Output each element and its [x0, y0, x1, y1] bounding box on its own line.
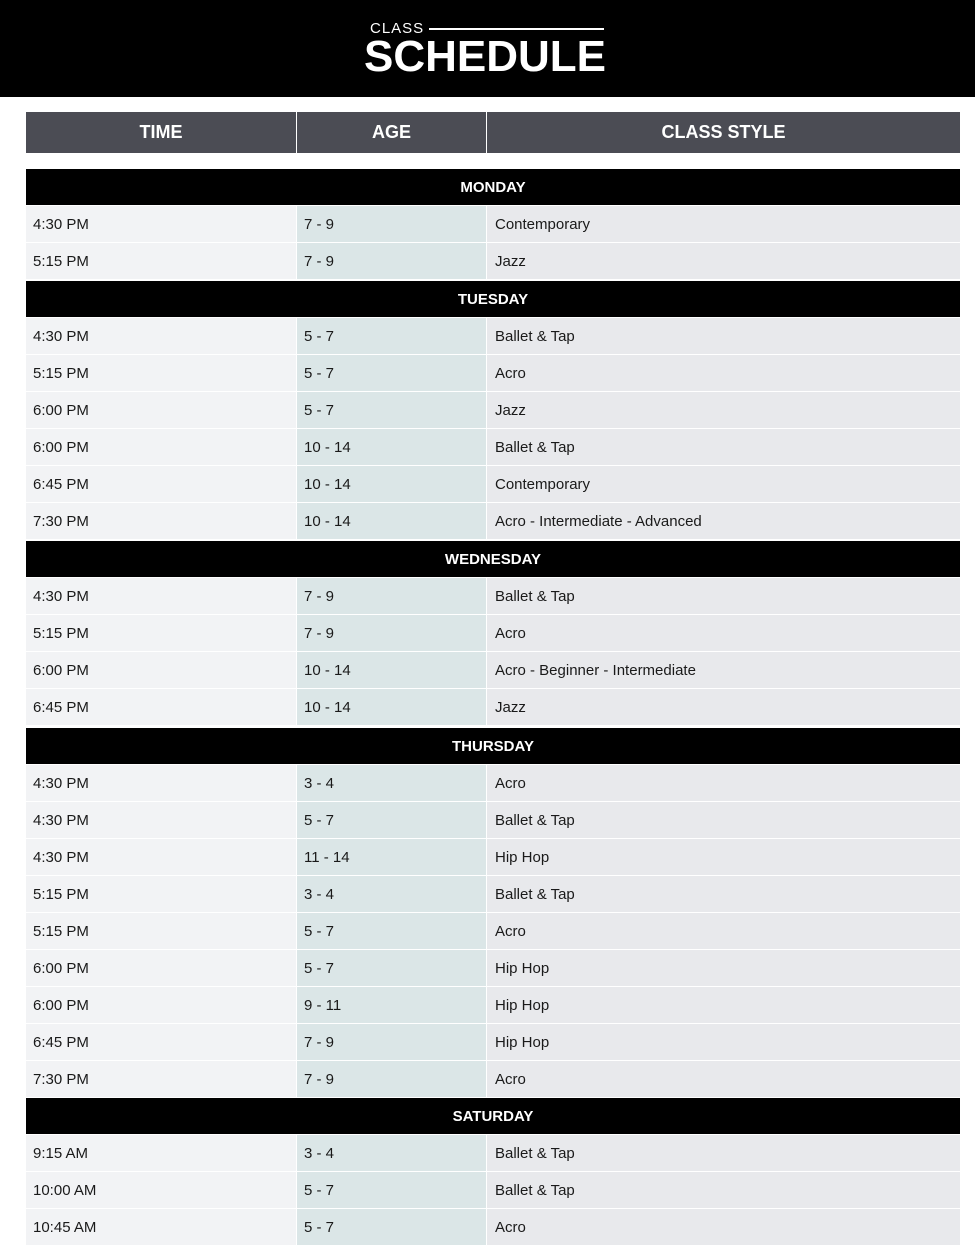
- class-style-cell: Acro: [487, 615, 960, 651]
- time-cell: 5:15 PM: [26, 243, 296, 279]
- table-row: [26, 913, 960, 949]
- table-row: [26, 503, 960, 539]
- age-cell: 7 - 9: [297, 578, 486, 614]
- table-row: [26, 1209, 960, 1245]
- class-style-cell: Jazz: [487, 392, 960, 428]
- age-cell: 10 - 14: [297, 689, 486, 725]
- class-style-cell: Ballet & Tap: [487, 876, 960, 912]
- table-row: [26, 1172, 960, 1208]
- time-cell: 7:30 PM: [26, 503, 296, 539]
- age-cell: 3 - 4: [297, 1135, 486, 1171]
- class-style-cell: Ballet & Tap: [487, 1172, 960, 1208]
- time-cell: 4:30 PM: [26, 765, 296, 801]
- schedule-heading: SCHEDULE: [364, 32, 607, 81]
- age-cell: 5 - 7: [297, 318, 486, 354]
- time-cell: 5:15 PM: [26, 913, 296, 949]
- class-style-cell: Acro: [487, 765, 960, 801]
- time-cell: 6:45 PM: [26, 466, 296, 502]
- age-cell: 5 - 7: [297, 1209, 486, 1245]
- class-style-cell: Ballet & Tap: [487, 318, 960, 354]
- time-cell: 4:30 PM: [26, 318, 296, 354]
- class-style-cell: Ballet & Tap: [487, 1135, 960, 1171]
- time-cell: 5:15 PM: [26, 355, 296, 391]
- header-banner: [0, 0, 975, 97]
- age-cell: 10 - 14: [297, 652, 486, 688]
- class-style-cell: Contemporary: [487, 466, 960, 502]
- class-style-cell: Acro: [487, 1209, 960, 1245]
- age-cell: 7 - 9: [297, 243, 486, 279]
- table-row: [26, 466, 960, 502]
- table-row: [26, 318, 960, 354]
- table-row: [26, 689, 960, 725]
- class-style-cell: Contemporary: [487, 206, 960, 242]
- age-cell: 5 - 7: [297, 1172, 486, 1208]
- class-style-cell: Acro: [487, 913, 960, 949]
- time-cell: 6:00 PM: [26, 652, 296, 688]
- age-cell: 11 - 14: [297, 839, 486, 875]
- time-cell: 10:00 AM: [26, 1172, 296, 1208]
- age-cell: 3 - 4: [297, 876, 486, 912]
- table-row: [26, 802, 960, 838]
- table-row: [26, 1135, 960, 1171]
- class-style-cell: Acro: [487, 355, 960, 391]
- time-cell: 6:45 PM: [26, 1024, 296, 1060]
- age-cell: 10 - 14: [297, 429, 486, 465]
- title-divider: [429, 28, 604, 30]
- age-cell: 5 - 7: [297, 913, 486, 949]
- table-row: [26, 839, 960, 875]
- table-row: [26, 876, 960, 912]
- age-cell: 7 - 9: [297, 206, 486, 242]
- column-header-age: AGE: [297, 112, 486, 153]
- time-cell: 10:45 AM: [26, 1209, 296, 1245]
- class-style-cell: Jazz: [487, 689, 960, 725]
- age-cell: 10 - 14: [297, 466, 486, 502]
- age-cell: 10 - 14: [297, 503, 486, 539]
- time-cell: 6:00 PM: [26, 429, 296, 465]
- table-row: [26, 206, 960, 242]
- age-cell: 7 - 9: [297, 1061, 486, 1097]
- time-cell: 7:30 PM: [26, 1061, 296, 1097]
- age-cell: 5 - 7: [297, 355, 486, 391]
- class-style-cell: Acro - Beginner - Intermediate: [487, 652, 960, 688]
- table-row: [26, 615, 960, 651]
- class-style-cell: Hip Hop: [487, 839, 960, 875]
- time-cell: 6:00 PM: [26, 950, 296, 986]
- time-cell: 9:15 AM: [26, 1135, 296, 1171]
- class-style-cell: Acro - Intermediate - Advanced: [487, 503, 960, 539]
- day-header-saturday: SATURDAY: [26, 1098, 960, 1134]
- column-header-time: TIME: [26, 112, 296, 153]
- table-row: [26, 1061, 960, 1097]
- time-cell: 5:15 PM: [26, 876, 296, 912]
- table-row: [26, 950, 960, 986]
- time-cell: 4:30 PM: [26, 578, 296, 614]
- table-row: [26, 652, 960, 688]
- table-row: [26, 578, 960, 614]
- age-cell: 7 - 9: [297, 615, 486, 651]
- day-header-tuesday: TUESDAY: [26, 281, 960, 317]
- page-title: [364, 18, 614, 80]
- day-header-wednesday: WEDNESDAY: [26, 541, 960, 577]
- table-row: [26, 1024, 960, 1060]
- time-cell: 6:45 PM: [26, 689, 296, 725]
- time-cell: 4:30 PM: [26, 802, 296, 838]
- age-cell: 7 - 9: [297, 1024, 486, 1060]
- table-row: [26, 392, 960, 428]
- time-cell: 6:00 PM: [26, 392, 296, 428]
- table-row: [26, 243, 960, 279]
- table-row: [26, 765, 960, 801]
- class-style-cell: Hip Hop: [487, 950, 960, 986]
- class-style-cell: Ballet & Tap: [487, 578, 960, 614]
- class-style-cell: Hip Hop: [487, 987, 960, 1023]
- time-cell: 5:15 PM: [26, 615, 296, 651]
- class-style-cell: Jazz: [487, 243, 960, 279]
- class-style-cell: Ballet & Tap: [487, 802, 960, 838]
- class-label: CLASS: [370, 20, 425, 37]
- age-cell: 5 - 7: [297, 802, 486, 838]
- class-style-cell: Hip Hop: [487, 1024, 960, 1060]
- table-row: [26, 355, 960, 391]
- class-style-cell: Acro: [487, 1061, 960, 1097]
- table-row: [26, 987, 960, 1023]
- time-cell: 6:00 PM: [26, 987, 296, 1023]
- day-header-thursday: THURSDAY: [26, 728, 960, 764]
- age-cell: 5 - 7: [297, 392, 486, 428]
- time-cell: 4:30 PM: [26, 839, 296, 875]
- time-cell: 4:30 PM: [26, 206, 296, 242]
- age-cell: 3 - 4: [297, 765, 486, 801]
- age-cell: 9 - 11: [297, 987, 486, 1023]
- day-header-monday: MONDAY: [26, 169, 960, 205]
- class-style-cell: Ballet & Tap: [487, 429, 960, 465]
- age-cell: 5 - 7: [297, 950, 486, 986]
- column-header-class-style: CLASS STYLE: [487, 112, 960, 153]
- table-row: [26, 429, 960, 465]
